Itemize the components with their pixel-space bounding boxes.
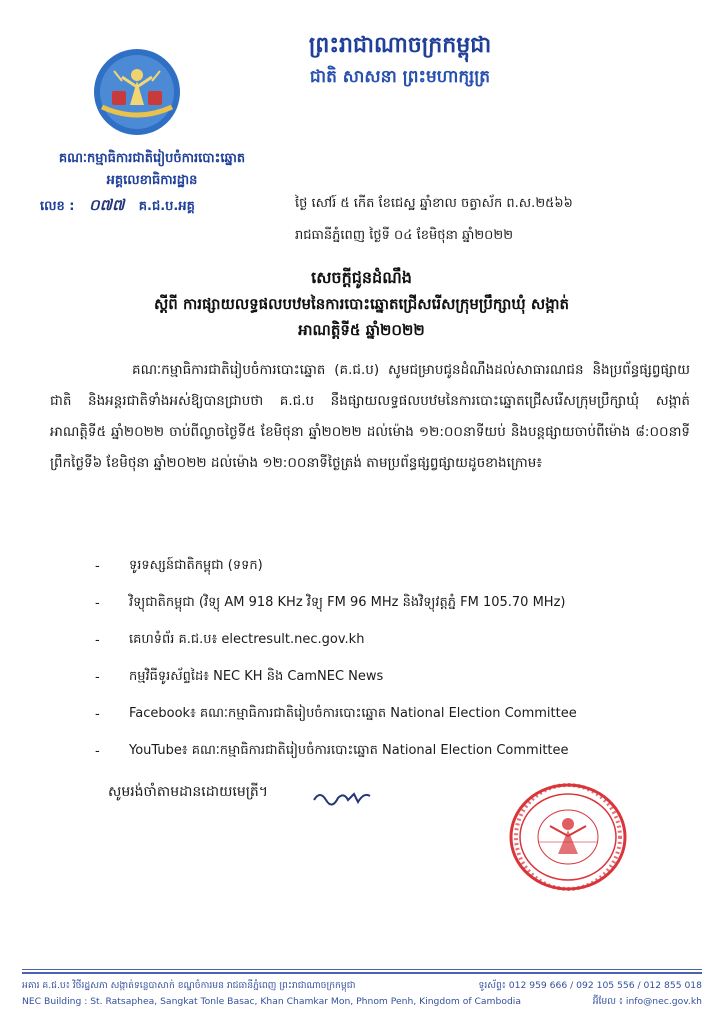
title-line-2: ស្តីពី ការផ្សាយលទ្ធផលបឋមនៃការបោះឆ្នោតជ្រើសរើសក្រុមប្រឹក្សាឃុំ សង្កាត់ [153,295,570,313]
list-item [95,733,695,770]
bullet-dash: - [95,559,100,574]
title-line-3: អាណត្តិទី៥ ឆ្នាំ២០២២ [298,321,425,339]
lunar-date: ថ្ងៃ សៅរ៍ ៥ កើត ខែជេស្ឋ ឆ្នាំខាល ចត្វាស័ក ព.ស.២៥៦៦ [295,196,573,211]
bullet-dash: - [95,707,100,722]
date-block [295,188,695,252]
channel-text: គេហទំព័រ គ.ជ.ប៖ electresult.nec.gov.kh [129,632,365,647]
ref-label: លេខ : [40,199,75,214]
footer-email: អ៊ីមែល ៖ info@nec.gov.kh [592,996,702,1007]
channel-text: ទូរទស្សន៍ជាតិកម្ពុជា (ទទក) [129,558,263,573]
ref-code: គ.ជ.ប.អគ្គ [138,199,195,214]
channel-text: កម្មវិធីទូរស័ព្ទដៃ៖ NEC KH និង CamNEC News [129,669,384,684]
footer-divider [22,972,702,974]
title-line-1: សេចក្តីជូនដំណឹង [311,268,412,287]
notice-title [40,265,683,343]
body-paragraph: គណៈកម្មាធិការជាតិរៀបចំការបោះឆ្នោត (គ.ជ.ប) សូមជម្រាបជូនដំណឹងដល់សាធារណជន និងប្រព័ន្ធផ្សព្វផ្សាយជាតិ និងអន្តរជាតិទាំងអស់ឱ្យបានជ្រាបថា គ.ជ.ប នឹងផ្សាយលទ្ធផលបឋមនៃការបោះឆ្នោតជ្រើសរើសក្រុមប្រឹក្សាឃុំ សង្កាត់ អាណត្តិទី៥ ឆ្នាំ២០២២ ចាប់ពីល្ងាចថ្ងៃទី៥ ខែមិថុនា ឆ្នាំ២០២២ ដល់ម៉ោង ១២:០០នាទីយប់ និងបន្តផ្សាយចាប់ពីម៉ោង ៨:០០នាទីព្រឹកថ្ងៃទី៦ ខែមិថុនា ឆ្នាំ២០២២ ដល់ម៉ោង ១២:០០នាទីថ្ងៃត្រង់ តាមប្រព័ន្ធផ្សព្វផ្សាយដូចខាងក្រោម៖ [50,362,690,471]
signature-icon [312,786,372,808]
bullet-dash: - [95,633,100,648]
kingdom-motto-block [250,28,550,92]
channel-list [95,548,695,770]
kingdom-title: ព្រះរាជាណាចក្រកម្ពុជា [308,32,492,58]
org-name: គណៈកម្មាធិការជាតិរៀបចំការបោះឆ្នោត [58,151,246,166]
reference-line [40,196,270,218]
org-block [22,148,282,192]
department-name: អគ្គលេខាធិការដ្ឋាន [106,173,198,188]
ref-number: ០៧៧ [89,196,125,214]
list-item [95,622,695,659]
footer-address-km: អគារ គ.ជ.ប៖ វិថីរដ្ឋសភា សង្កាត់ទន្លេបាសាក់ ខណ្ឌចំការមន រាជធានីភ្នំពេញ ព្រះរាជាណាចក្រកម្ពុជា [22,980,356,991]
list-item [95,548,695,585]
channel-text: វិទ្យុជាតិកម្ពុជា (វិទ្យុ AM 918 KHz វិទ្យុ FM 96 MHz និងវិទ្យុវត្តភ្នំ FM 105.70 MHz) [129,595,566,610]
footer-divider [22,969,702,970]
list-item [95,696,695,733]
footer-phone: ទូរស័ព្ទ៖ 012 959 666 / 092 105 556 / 012 855 018 [478,980,702,991]
kingdom-motto: ជាតិ សាសនា ព្រះមហាក្សត្រ [309,67,491,87]
channel-text: YouTube៖ គណៈកម្មាធិការជាតិរៀបចំការបោះឆ្នោត National Election Committee [129,743,569,758]
footer-address-en: NEC Building : St. Ratsaphea, Sangkat Tonle Basac, Khan Chamkar Mon, Phnom Penh, Kingdom of Cambodia [22,996,521,1007]
nec-logo-icon [92,47,182,137]
bullet-dash: - [95,670,100,685]
footer [22,978,702,1010]
list-item [95,659,695,696]
bullet-dash: - [95,596,100,611]
list-item [95,585,695,622]
footer-row [22,994,702,1010]
channel-text: Facebook៖ គណៈកម្មាធិការជាតិរៀបចំការបោះឆ្នោត National Election Committee [129,706,577,721]
closing-text: សូមរង់ចាំតាមដានដោយមេត្រី។ [108,784,269,800]
solar-date: រាជធានីភ្នំពេញ ថ្ងៃទី ០៤ ខែមិថុនា ឆ្នាំ២០២២ [295,228,514,243]
official-seal-icon [508,782,628,892]
bullet-dash: - [95,744,100,759]
footer-row [22,978,702,994]
